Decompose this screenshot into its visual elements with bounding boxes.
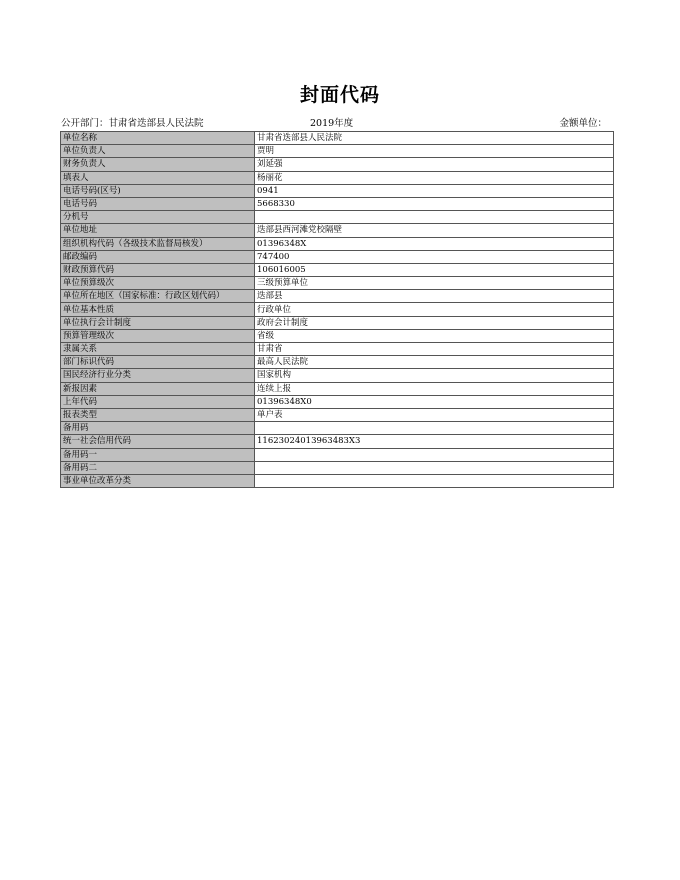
field-label: 备用码 [61, 422, 255, 435]
field-label: 电话号码(区号) [61, 184, 255, 197]
field-label: 组织机构代码（各级技术监督局核发） [61, 237, 255, 250]
table-row [61, 158, 614, 171]
table-row [61, 184, 614, 197]
field-value [255, 474, 614, 487]
field-label: 分机号 [61, 211, 255, 224]
table-row [61, 382, 614, 395]
department-label: 公开部门：甘肃省迭部县人民法院 [61, 118, 204, 129]
table-row [61, 461, 614, 474]
field-label: 新报因素 [61, 382, 255, 395]
table-row [61, 171, 614, 184]
field-value: 省级 [255, 329, 614, 342]
table-row [61, 237, 614, 250]
field-label: 隶属关系 [61, 343, 255, 356]
field-value: 国家机构 [255, 369, 614, 382]
field-value: 连续上报 [255, 382, 614, 395]
field-label: 财务负责人 [61, 158, 255, 171]
field-label: 国民经济行业分类 [61, 369, 255, 382]
table-row [61, 211, 614, 224]
field-label: 财政预算代码 [61, 263, 255, 276]
table-row [61, 408, 614, 421]
table-row [61, 422, 614, 435]
field-label: 部门标识代码 [61, 356, 255, 369]
field-value: 单户表 [255, 408, 614, 421]
field-value: 迭部县 [255, 290, 614, 303]
field-label: 单位执行会计制度 [61, 316, 255, 329]
fiscal-year: 2019年度 [310, 118, 354, 129]
field-value: 01396348X0 [255, 395, 614, 408]
table-row [61, 329, 614, 342]
field-value: 0941 [255, 184, 614, 197]
table-row [61, 343, 614, 356]
field-label: 填表人 [61, 171, 255, 184]
field-label: 邮政编码 [61, 250, 255, 263]
table-row [61, 132, 614, 145]
table-row [61, 356, 614, 369]
field-value: 747400 [255, 250, 614, 263]
field-label: 备用码二 [61, 461, 255, 474]
table-row [61, 290, 614, 303]
field-label: 单位所在地区（国家标准：行政区划代码） [61, 290, 255, 303]
field-label: 报表类型 [61, 408, 255, 421]
field-value: 最高人民法院 [255, 356, 614, 369]
table-row [61, 395, 614, 408]
field-label: 备用码一 [61, 448, 255, 461]
field-label: 上年代码 [61, 395, 255, 408]
field-value: 三级预算单位 [255, 277, 614, 290]
field-value: 刘延强 [255, 158, 614, 171]
field-value: 行政单位 [255, 303, 614, 316]
table-row [61, 224, 614, 237]
field-value: 01396348X [255, 237, 614, 250]
field-value [255, 211, 614, 224]
field-value: 11623024013963483X3 [255, 435, 614, 448]
field-label: 事业单位改革分类 [61, 474, 255, 487]
table-row [61, 474, 614, 487]
table-row [61, 263, 614, 276]
field-value [255, 461, 614, 474]
field-label: 电话号码 [61, 197, 255, 210]
page-title: 封面代码 [299, 84, 380, 106]
field-value: 甘肃省 [255, 343, 614, 356]
table-row [61, 448, 614, 461]
field-value: 贾明 [255, 145, 614, 158]
field-value: 5668330 [255, 197, 614, 210]
field-value: 政府会计制度 [255, 316, 614, 329]
field-label: 单位基本性质 [61, 303, 255, 316]
table-row [61, 435, 614, 448]
table-row [61, 303, 614, 316]
field-label: 单位负责人 [61, 145, 255, 158]
field-value: 杨丽花 [255, 171, 614, 184]
field-value: 甘肃省迭部县人民法院 [255, 132, 614, 145]
table-row [61, 197, 614, 210]
table-row [61, 277, 614, 290]
field-label: 单位名称 [61, 132, 255, 145]
amount-unit-label: 金额单位： [559, 118, 607, 129]
field-label: 单位地址 [61, 224, 255, 237]
table-row [61, 250, 614, 263]
field-label: 预算管理级次 [61, 329, 255, 342]
field-value [255, 448, 614, 461]
table-row [61, 145, 614, 158]
report-meta [61, 118, 613, 130]
field-value: 106016005 [255, 263, 614, 276]
cover-code-table [60, 131, 614, 488]
field-value [255, 422, 614, 435]
field-label: 统一社会信用代码 [61, 435, 255, 448]
field-value: 迭部县西河滩党校隔壁 [255, 224, 614, 237]
table-row [61, 369, 614, 382]
field-label: 单位预算级次 [61, 277, 255, 290]
table-row [61, 316, 614, 329]
